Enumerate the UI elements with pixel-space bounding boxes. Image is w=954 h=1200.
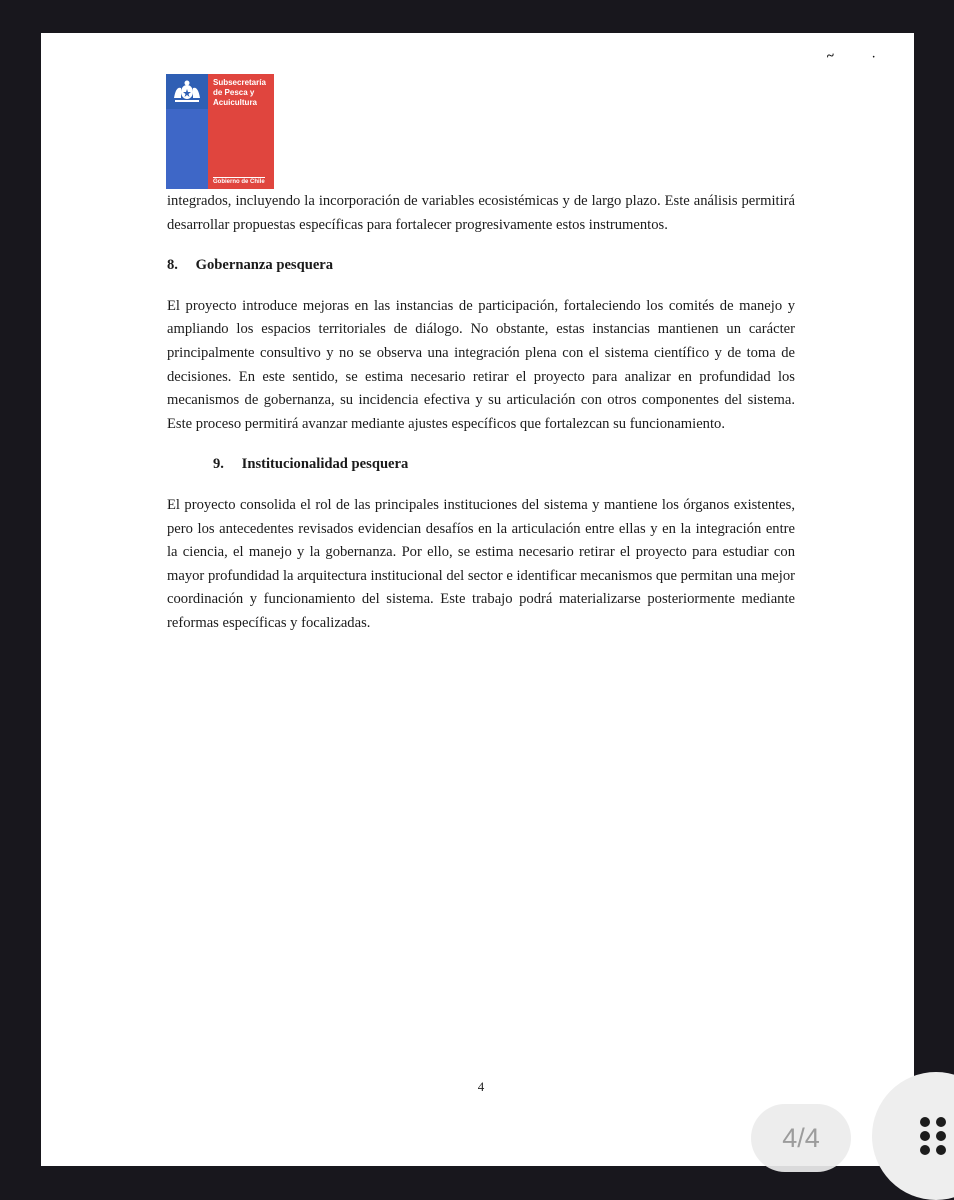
section-heading-gobernanza — [167, 254, 795, 278]
scan-mark: ~ — [825, 48, 836, 65]
page-number: 4 — [477, 1079, 485, 1094]
coat-of-arms-svg — [170, 78, 204, 106]
document-body — [167, 190, 795, 636]
scan-mark: · — [872, 52, 876, 63]
section-title: Gobernanza pesquera — [195, 257, 334, 274]
document-page — [41, 33, 914, 1166]
section-paragraph-institucionalidad: El proyecto consolida el rol de las principales instituciones del sistema y mantiene los órganos existentes, pero los antecedentes revisados evidencian desafíos en la articulación entre ellas y en la integración entre la ciencia, el manejo y la gobernanza. Por ello, se estima necesario retirar el proyecto para estudiar con mayor profundidad la arquitectura institucional del sector e identificar mecanismos que permitan una mejor coordinación y funcionamiento del sistema. Este trabajo podrá materializarse posteriormente mediante reformas específicas y focalizadas. — [167, 496, 795, 631]
grid-dots-icon — [920, 1117, 946, 1155]
government-logo — [166, 74, 274, 189]
section-title: Institucionalidad pesquera — [241, 456, 409, 473]
intro-paragraph: integrados, incluyendo la incorporación de variables ecosistémicas y de largo plazo. Este análisis permitirá desarrollar propuestas específicas para fortalecer progresivamente estos instrumentos. — [167, 193, 795, 233]
logo-footer: Gobierno de Chile — [213, 179, 265, 185]
section-paragraph-gobernanza: El proyecto introduce mejoras en las instancias de participación, fortaleciendo los comités de manejo y ampliando los espacios territoriales de diálogo. No obstante, estas instancias mantienen un carácter principalmente consultivo y no se observa una integración plena con el sistema científico y de toma de decisiones. En este sentido, se estima necesario retirar el proyecto para analizar en profundidad los mecanismos de gobernanza, su incidencia efectiva y su articulación con otros componentes del sistema. Este proceso permitirá avanzar mediante ajustes específicos que fortalezcan su funcionamiento. — [167, 297, 795, 432]
section-number: 9. — [213, 456, 224, 473]
logo-title: Subsecretaría de Pesca y Acuicultura — [213, 78, 266, 107]
logo-blue-panel — [166, 74, 208, 189]
section-heading-institucionalidad — [167, 453, 795, 477]
coat-of-arms-icon — [166, 74, 208, 109]
page-indicator: 4/4 — [751, 1104, 851, 1172]
section-number: 8. — [167, 257, 178, 274]
logo-blue-field — [166, 109, 208, 189]
logo-red-panel — [208, 74, 274, 189]
